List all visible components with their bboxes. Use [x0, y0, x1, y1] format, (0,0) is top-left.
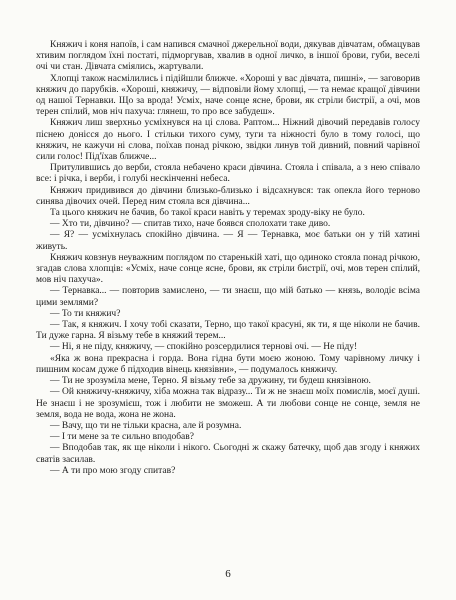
paragraph-20: — А ти про мою згоду спитав? [50, 465, 176, 476]
paragraph-15: — Ти не зрозуміла мене, Терно. Я візьму тебе за дружину, ти будеш князівною. [50, 376, 371, 387]
paragraph-17: — Вачу, що ти не тільки красна, але й розумна. [50, 420, 242, 431]
paragraph-8: — Я? — усміхнулась спокійно дівчина. — Я — Тернавка, моє батьки он у тій хатині живуть. [36, 230, 420, 252]
paragraph-1: Княжич і коня напоїв, і сам напився смачної джерельної води, дякував дівчатам, обмацував хтивим поглядом їхні постаті, підморгував, хвалив в одної личко, в іншої брови, губи, веселі очі чи стан. Дівчата сміялись, жартували. [36, 40, 420, 73]
paragraph-10: — Тернавка... — повторив замислено, — ти знаєш, що мій батько — князь, володіє всіма цими землями? [36, 286, 420, 308]
paragraph-14: «Яка ж вона прекрасна і горда. Вона гідна бути моєю жоною. Тому чарівному личку і пишним косам дуже б підходив вінець князівни», — подумалось княжичу. [36, 353, 420, 375]
paragraph-12: — Так, я княжич. І хочу тобі сказати, Терно, що такої красуні, як ти, я ще ніколи не бачив. Ти дуже гарна. Я візьму тебе в княжий терем... [36, 320, 420, 342]
paragraph-4: Притулившись до верби, стояла небачено краси дівчина. Стояла і співала, а з нею співало все: і річка, і верби, і голубі нескінченні небеса. [36, 163, 420, 185]
paragraph-18: — І ти мене за те сильно вподобав? [50, 432, 194, 443]
paragraph-13: — Ні, я не піду, княжичу, — спокійно розсердилися тернові очі. — Не піду! [50, 342, 358, 353]
paragraph-9: Княжич ковзнув неуважним поглядом по старенькій хаті, що одиноко стояла понад річкою, згадав слова хлопців: «Усміх, наче сонце ясне, брови, як стріли бистрії, очі, мов терен спілий, мов ніч пахуча». [36, 252, 420, 286]
paragraph-7: — Хто ти, дівчино? — спитав тихо, наче боявся сполохати таке диво. [50, 219, 331, 230]
paragraph-19: — Вподобав так, як ще ніколи і нікого. Сьогодні ж скажу батечку, щоб дав згоду і княжих сватів засилав. [36, 443, 420, 465]
paragraph-2: Хлопці також насмілились і підійшли ближче. «Хороші у вас дівчата, пишні», — заговорив княжич до парубків. «Хороші, княжичу, — відповіли йому хлопці, — та немає кращої дівчини од нашої Тернавки. Що за врода! Усміх, наче сонце ясне, брови, як стріли бистрії, а очі, мов терен спілий, мов ніч пахуча: глянеш, то про все забудеш». [36, 73, 420, 118]
paragraph-11: — То ти княжич? [50, 308, 121, 319]
paragraph-3: Княжич лиш зверхньо усміхнувся на ці слова. Раптом... Ніжний дівочий передавів голосу піснею донісся до нього. І стільки тихого суму, туги та ніжності було в тому голосі, що княжич, не кажучи ні слова, поїхав понад річкою, звідки линув той дивний, повний чарівної сили голос! Під'їхав ближче... [36, 118, 420, 163]
page-number: 6 [225, 568, 231, 580]
paragraph-6: Та цього княжич не бачив, бо такої краси навіть у теремах зроду-віку не було. [50, 208, 365, 219]
paragraph-16: — Ой княжичу-княжичу, хіба можна так відразу... Ти ж не знаєш моїх помислів, моєї душі. Не знаєш і не зрозумієш, тож і любити не зможеш. А ти любови сонце не сонце, земля не земля, вода не вода, жона не жона. [36, 387, 420, 420]
paragraph-5: Княжич придивився до дівчини близько-близько і відсахнувся: так опекла його терново синява дівочих очей. Перед ним стояла вся дівчина... [36, 185, 420, 207]
